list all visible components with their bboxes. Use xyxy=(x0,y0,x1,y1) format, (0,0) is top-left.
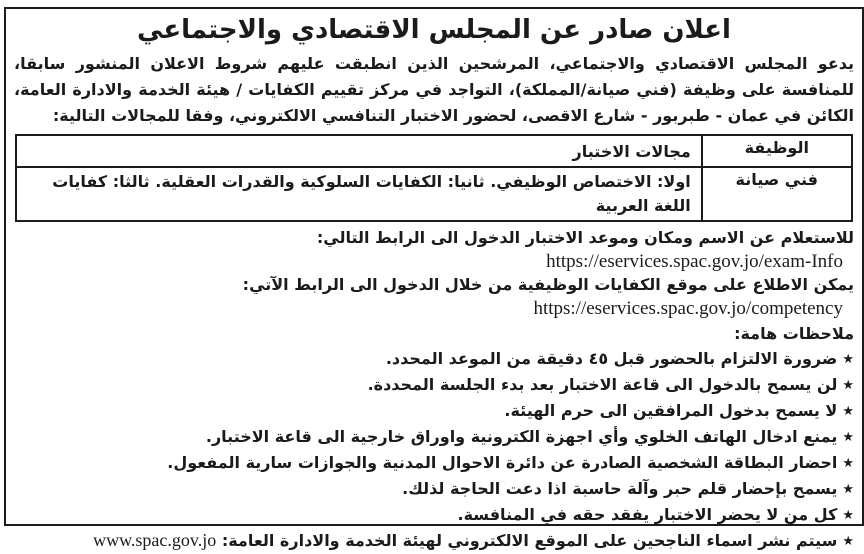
note-item-label: يسمح بإحضار قلم حبر وآلة حاسبة اذا دعت الحاجة لذلك. xyxy=(402,479,838,498)
exam-areas-table xyxy=(15,134,853,222)
star-bullet-icon: ★ xyxy=(842,352,854,367)
announcement-page xyxy=(4,7,864,550)
star-bullet-icon: ★ xyxy=(842,378,854,393)
areas-cell: اولا: الاختصاص الوظيفي. ثانيا: الكفايات السلوكية والقدرات العقلية. ثالثا: كفايات اللغة العربية xyxy=(16,167,702,221)
competency-url-line xyxy=(11,297,857,320)
page-title: اعلان صادر عن المجلس الاقتصادي والاجتماعي xyxy=(137,15,731,45)
column-header-job: الوظيفة xyxy=(702,135,852,167)
star-bullet-icon: ★ xyxy=(842,534,854,549)
note-item-label: يمنع ادخال الهاتف الخلوي وأي اجهزة الكترونية واوراق خارجية الى قاعة الاختبار. xyxy=(205,427,838,446)
star-bullet-icon: ★ xyxy=(842,430,854,445)
note-item-label: لا يسمح بدخول المرافقين الى حرم الهيئة. xyxy=(504,401,838,420)
competency-label: يمكن الاطلاع على موقع الكفايات الوظيفية من خلال الدخول الى الرابط الآتي: xyxy=(242,275,854,294)
star-bullet-icon: ★ xyxy=(842,456,854,471)
exam-info-url-line xyxy=(11,250,857,273)
note-item-absence xyxy=(11,502,857,528)
note-item-arrival xyxy=(11,346,857,372)
star-bullet-icon: ★ xyxy=(842,508,854,523)
note-item-results-publication xyxy=(11,528,857,554)
table-row xyxy=(16,167,852,221)
note-item-label: كل من لا يحضر الاختبار يفقد حقه في المنافسة. xyxy=(457,505,838,524)
notes-heading: ملاحظات هامة: xyxy=(734,324,854,343)
note-item-label: سيتم نشر اسماء الناجحين على الموقع الالكتروني لهيئة الخدمة والادارة العامة: xyxy=(221,531,838,550)
note-item-no-devices xyxy=(11,424,857,450)
note-item-label: احضار البطاقة الشخصية الصادرة عن دائرة الاحوال المدنية والجوازات سارية المفعول. xyxy=(167,453,838,472)
exam-info-label: للاستعلام عن الاسم ومكان وموعد الاختبار الدخول الى الرابط التالي: xyxy=(316,228,854,247)
intro-paragraph: يدعو المجلس الاقتصادي والاجتماعي، المرشحين الذين انطبقت عليهم شروط الاعلان المنشور سابقا، للمنافسة على وظيفة (فني صيانة/المملكة)، التواجد في مركز تقييم الكفايات / هيئة الخدمة والادارة العامة، الكائن في عمان - طبربور - شارع الاقصى، لحضور الاختبار التنافسي الالكتروني، وفقا للمجالات التالية: xyxy=(14,54,854,125)
job-cell: فني صيانة xyxy=(702,167,852,221)
exam-info-url-link[interactable]: https://eservices.spac.gov.jo/exam-Info xyxy=(546,251,843,272)
note-item-label: ضرورة الالتزام بالحضور قبل ٤٥ دقيقة من الموعد المحدد. xyxy=(385,349,838,368)
star-bullet-icon: ★ xyxy=(842,482,854,497)
competency-url-link[interactable]: https://eservices.spac.gov.jo/competency xyxy=(533,298,843,319)
note-item-no-companions xyxy=(11,398,857,424)
table-header-row xyxy=(16,135,852,167)
column-header-areas: مجالات الاختبار xyxy=(16,135,702,167)
spac-website-link[interactable]: www.spac.gov.jo xyxy=(93,530,217,550)
note-item-no-entry-after-start xyxy=(11,372,857,398)
star-bullet-icon: ★ xyxy=(842,404,854,419)
note-item-id-card xyxy=(11,450,857,476)
note-item-label: لن يسمح بالدخول الى قاعة الاختبار بعد بدء الجلسة المحددة. xyxy=(367,375,838,394)
note-item-pen-calculator xyxy=(11,476,857,502)
